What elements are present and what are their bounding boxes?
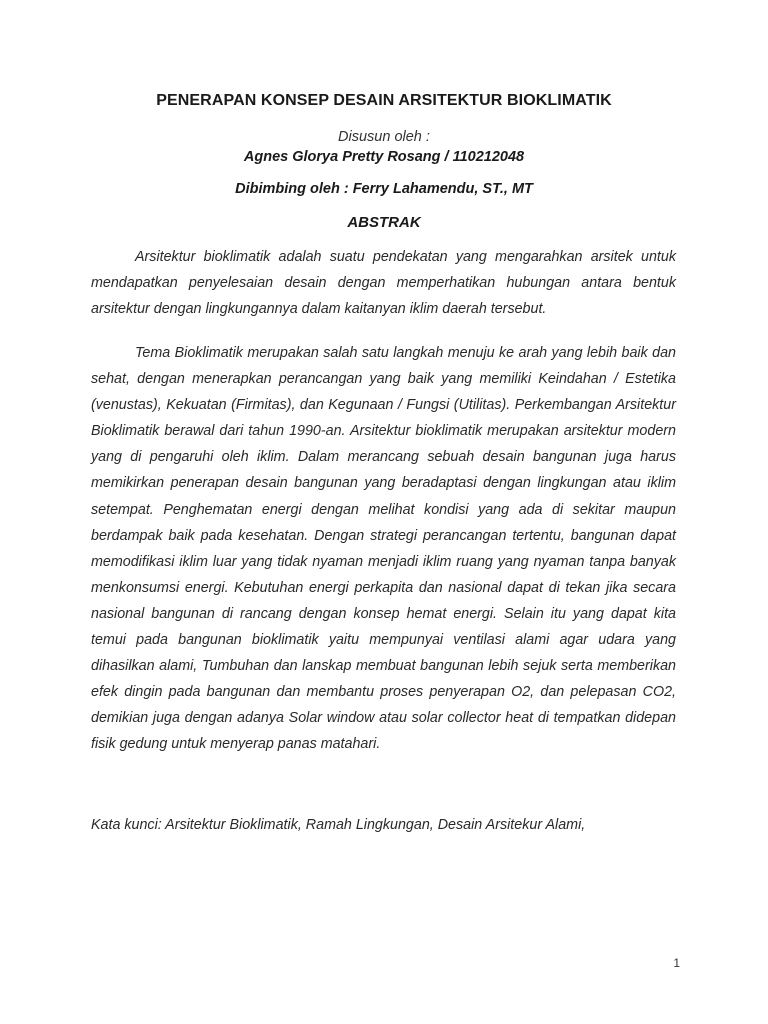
compiled-by-label: Disusun oleh : [338, 129, 430, 145]
abstract-heading: ABSTRAK [347, 214, 421, 231]
abstract-paragraph-2: Tema Bioklimatik merupakan salah satu langkah menuju ke arah yang lebih baik dan sehat, dengan menerapkan perancangan yang baik yang memiliki Keindahan / Estetika (venustas), Kekuatan (Firmitas), dan Kegunaan / Fungsi (Utilitas). Perkembangan Arsitektur Bioklimatik berawal dari tahun 1990-an. Arsitektur bioklimatik merupakan arsitektur modern yang di pengaruhi oleh iklim. Dalam merancang sebuah desain bangunan juga harus memikirkan penerapan desain bangunan yang beradaptasi dengan lingkungan atau iklim setempat. Penghematan energi dengan melihat kondisi yang ada di sekitar maupun berdampak baik pada kesehatan. Dengan strategi perancangan tertentu, bangunan dapat memodifikasi iklim luar yang tidak nyaman menjadi iklim ruang yang nyaman tanpa banyak menkonsumsi energi. Kebutuhan energi perkapita dan nasional dapat di tekan jika secara nasional bangunan di rancang dengan konsep hemat energi. Selain itu yang dapat kita temui pada bangunan bioklimatik yaitu mempunyai ventilasi alami agar udara yang dihasilkan alami, Tumbuhan dan lanskap membuat bangunan lebih sejuk serta memberikan efek dingin pada bangunan dan membantu proses penyerapan O2, dan pelepasan CO2, demikian juga dengan adanya Solar window atau solar collector heat di tempatkan didepan fisik gedung untuk menyerap panas matahari. [91, 345, 676, 753]
advisor-line: Dibimbing oleh : Ferry Lahamendu, ST., MT [235, 181, 533, 197]
keywords-line: Kata kunci: Arsitektur Bioklimatik, Ramah Lingkungan, Desain Arsitekur Alami, [91, 817, 586, 833]
abstract-paragraph-1: Arsitektur bioklimatik adalah suatu pendekatan yang mengarahkan arsitek untuk mendapatkan penyelesaian desain dengan memperhatikan hubungan antara bentuk arsitektur dengan lingkungannya dalam kaitanyan iklim daerah tersebut. [91, 249, 676, 318]
paper-title: PENERAPAN KONSEP DESAIN ARSITEKTUR BIOKLIMATIK [156, 92, 612, 109]
author-line: Agnes Glorya Pretty Rosang / 110212048 [243, 149, 525, 165]
page-number: 1 [673, 956, 680, 970]
